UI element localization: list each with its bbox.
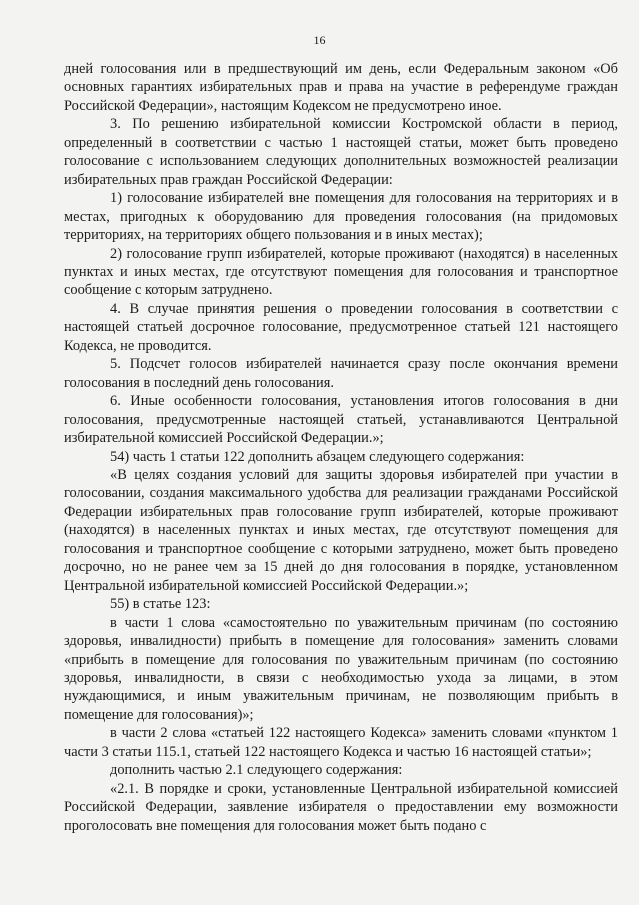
paragraph-item-4: 4. В случае принятия решения о проведении голосования в соответствии с настоящей статьей досрочное голосование, предусмотренное статьей 121 настоящего Кодекса, не проводится. — [64, 300, 618, 354]
paragraph-part-2-1-text: «2.1. В порядке и сроки, установленные Центральной избирательной комиссией Российской Федерации, заявление избирателя о предоставлении ему возможности проголосовать вне помещения для голосования может быть подано с — [64, 780, 618, 834]
paragraph-subitem-1: 1) голосование избирателей вне помещения для голосования на территориях и в местах, пригодных к оборудованию для проведения голосования (на придомовых территориях, на территориях общего пользования и в иных местах); — [64, 190, 618, 244]
paragraph-part-2-change: в части 2 слова «статьей 122 настоящего Кодекса» заменить словами «пунктом 1 части 3 статьи 115.1, статьей 122 настоящего Кодекса и частью 16 настоящей статьи»; — [64, 725, 618, 760]
paragraph-continuation: дней голосования или в предшествующий им день, если Федеральным законом «Об основных гарантиях избирательных прав и права на участие в референдуме граждан Российской Федерации», настоящим Кодексом не предусмотрено иное. — [64, 61, 618, 114]
document-body — [64, 60, 618, 835]
paragraph-subitem-2: 2) голосование групп избирателей, которые проживают (находятся) в населенных пунктах и иных местах, где отсутствуют помещения для голосования и транспортное сообщение с которым затруднено. — [64, 245, 618, 299]
paragraph-add-part-2-1: дополнить частью 2.1 следующего содержания: — [110, 762, 403, 779]
paragraph-quoted-text: «В целях создания условий для защиты здоровья избирателей при участии в голосовании, создания максимального удобства для реализации гражданами Российской Федерации избирательных прав голосование групп избирателей, которые проживают (находятся) в населенных пунктах и иных местах, где отсутствуют помещения для голосования и транспортное сообщение с которыми затруднено, может быть проведено досрочно, но не ранее чем за 15 дней до дня голосования в порядке, установленном Центральной избирательной комиссией Российской Федерации.»; — [64, 466, 618, 594]
paragraph-amendment-54: 54) часть 1 статьи 122 дополнить абзацем следующего содержания: — [110, 448, 525, 465]
paragraph-item-6: 6. Иные особенности голосования, установления итогов голосования в дни голосования, предусмотренные настоящей статьей, устанавливаются Центральной избирательной комиссией Российской Федерации.»; — [64, 393, 618, 447]
paragraph-amendment-55: 55) в статье 123: — [110, 596, 211, 613]
page-number: 16 — [313, 33, 326, 47]
paragraph-item-3: 3. По решению избирательной комиссии Костромской области в период, определенный в соответствии с частью 1 настоящей статьи, может быть проведено голосование с использованием следующих дополнительных возможностей реализации избирательных прав граждан Российской Федерации: — [64, 116, 618, 188]
paragraph-item-5: 5. Подсчет голосов избирателей начинается сразу после окончания времени голосования в последний день голосования. — [64, 356, 618, 391]
paragraph-part-1-change: в части 1 слова «самостоятельно по уважительным причинам (по состоянию здоровья, инвалидности) прибыть в помещение для голосования» заменить словами «прибыть в помещение для голосования по уважительным причинам (по состоянию здоровья, инвалидности, в связи с необходимостью ухода за лицами, в этом нуждающимися, и иным уважительным причинам, не позволяющим прибыть в помещение для голосования)»; — [64, 614, 618, 723]
